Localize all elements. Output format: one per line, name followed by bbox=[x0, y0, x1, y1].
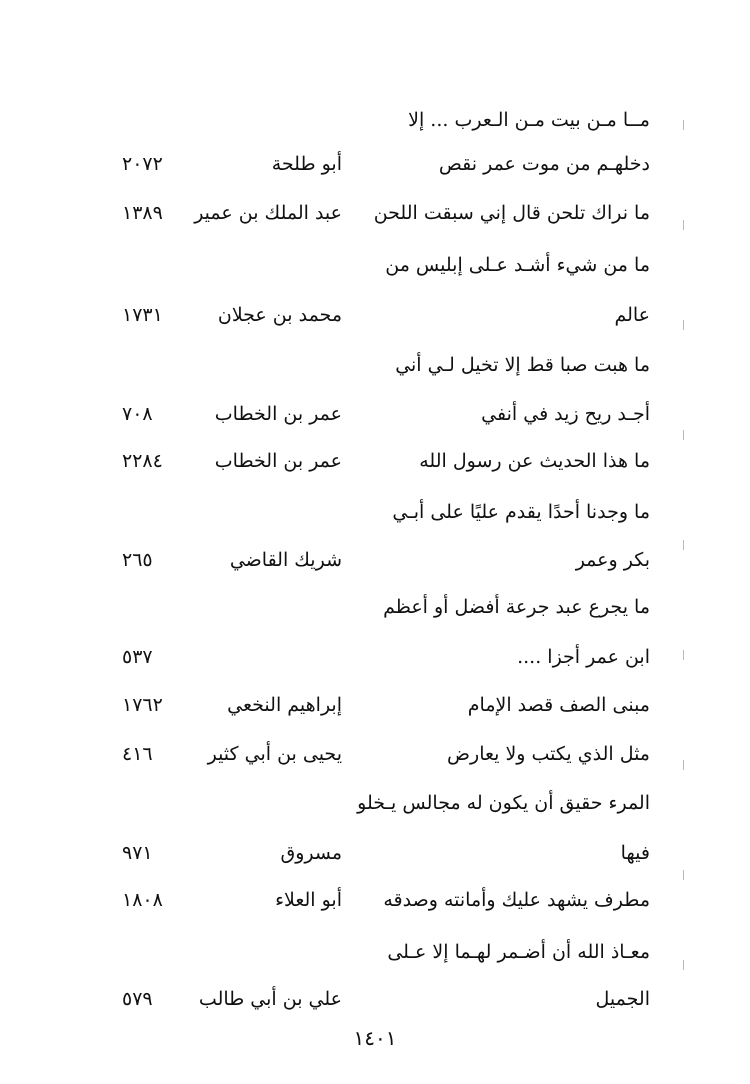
index-row bbox=[100, 495, 650, 539]
index-row bbox=[100, 737, 650, 781]
hadith-text: بكر وعمر bbox=[575, 549, 650, 571]
narrator-name: عمر بن الخطاب bbox=[214, 403, 342, 425]
hadith-text: المرء حقيق أن يكون له مجالس يـخلو bbox=[357, 792, 650, 814]
index-row bbox=[100, 248, 650, 292]
hadith-text: عالم bbox=[614, 304, 650, 326]
reference-number: ١٧٣١ bbox=[122, 304, 163, 326]
index-row bbox=[100, 883, 650, 927]
hadith-text: ما هبت صبا قط إلا تخيل لـي أني bbox=[395, 354, 650, 376]
narrator-name: عبد الملك بن عمير bbox=[194, 202, 342, 224]
index-row bbox=[100, 836, 650, 880]
hadith-text: أجـد ريح زيد في أنفي bbox=[481, 403, 650, 425]
index-row bbox=[100, 147, 650, 191]
narrator-name: محمد بن عجلان bbox=[217, 304, 342, 326]
hadith-text: فيها bbox=[620, 842, 650, 864]
index-row bbox=[100, 298, 650, 342]
index-row bbox=[100, 543, 650, 587]
narrator-name: أبو العلاء bbox=[275, 889, 342, 911]
reference-number: ١٣٨٩ bbox=[122, 202, 163, 224]
hadith-text: دخلهـم من موت عمر نقص bbox=[438, 153, 650, 175]
margin-marks bbox=[683, 110, 689, 990]
narrator-name: شريك القاضي bbox=[229, 549, 342, 571]
index-row bbox=[100, 688, 650, 732]
index-row bbox=[100, 786, 650, 830]
reference-number: ٩٧١ bbox=[122, 842, 153, 864]
reference-number: ٢٦٥ bbox=[122, 549, 153, 571]
narrator-name: يحيى بن أبي كثير bbox=[207, 743, 342, 765]
narrator-name: علي بن أبي طالب bbox=[198, 988, 342, 1010]
narrator-name: أبو طلحة bbox=[271, 153, 342, 175]
reference-number: ٧٠٨ bbox=[122, 403, 153, 425]
hadith-text: مبنى الصف قصد الإمام bbox=[467, 694, 650, 716]
index-row bbox=[100, 982, 650, 1026]
hadith-text: ما وجدنا أحدًا يقدم عليًا على أبـي bbox=[392, 501, 650, 523]
reference-number: ٤١٦ bbox=[122, 743, 153, 765]
index-row bbox=[100, 444, 650, 488]
reference-number: ٢٠٧٢ bbox=[122, 153, 163, 175]
index-row bbox=[100, 348, 650, 392]
page-number: ١٤٠١ bbox=[353, 1026, 397, 1050]
index-row bbox=[100, 196, 650, 240]
hadith-text: الجميل bbox=[595, 988, 650, 1010]
hadith-text: معـاذ الله أن أضـمر لهـما إلا عـلى bbox=[387, 941, 650, 963]
narrator-name: عمر بن الخطاب bbox=[214, 450, 342, 472]
index-row bbox=[100, 640, 650, 684]
index-row bbox=[100, 103, 650, 147]
hadith-text: مــا مـن بيت مـن الـعرب ... إلا bbox=[408, 109, 650, 131]
narrator-name: إبراهيم النخعي bbox=[227, 694, 342, 716]
hadith-text: ما نراك تلحن قال إني سبقت اللحن bbox=[373, 202, 650, 224]
hadith-text: ابن عمر أجزا .... bbox=[517, 646, 650, 668]
hadith-text: ما هذا الحديث عن رسول الله bbox=[419, 450, 650, 472]
hadith-text: ما من شيء أشـد عـلى إبليس من bbox=[385, 254, 650, 276]
reference-number: ٥٧٩ bbox=[122, 988, 153, 1010]
index-row bbox=[100, 397, 650, 441]
reference-number: ٥٣٧ bbox=[122, 646, 153, 668]
reference-number: ٢٢٨٤ bbox=[122, 450, 163, 472]
index-row bbox=[100, 935, 650, 979]
hadith-text: ما يجرع عبد جرعة أفضل أو أعظم bbox=[383, 596, 650, 618]
index-row bbox=[100, 590, 650, 634]
reference-number: ١٨٠٨ bbox=[122, 889, 163, 911]
hadith-text: مطرف يشهد عليك وأمانته وصدقه bbox=[383, 889, 650, 911]
reference-number: ١٧٦٢ bbox=[122, 694, 163, 716]
hadith-text: مثل الذي يكتب ولا يعارض bbox=[447, 743, 650, 765]
narrator-name: مسروق bbox=[280, 842, 342, 864]
